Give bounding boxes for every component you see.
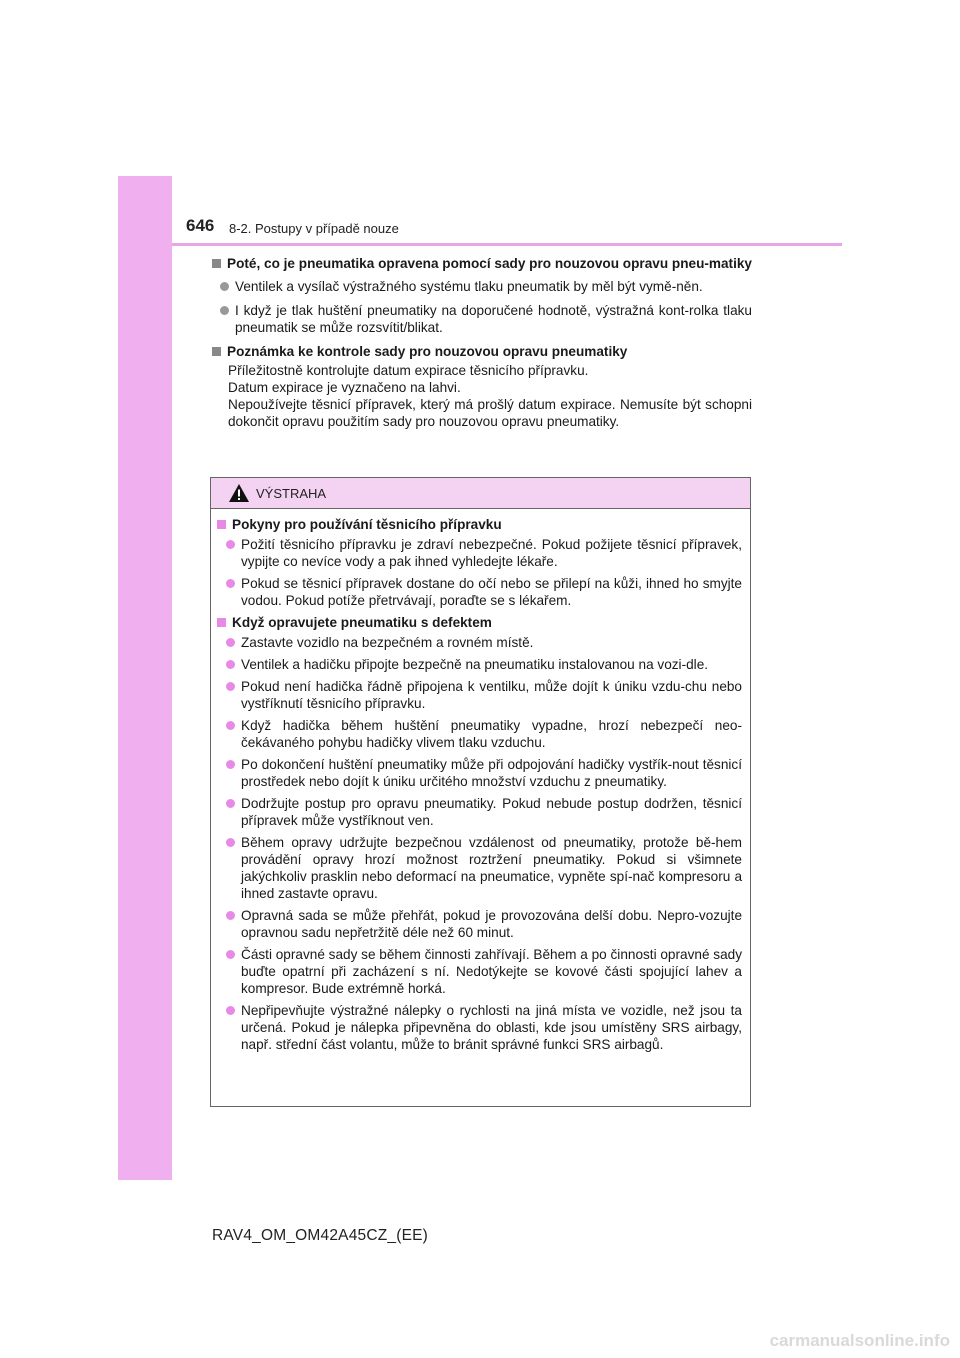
list-item-text: Části opravné sady se během činnosti zahřívají. Během a po činnosti opravné sady buďte opatrní při zacházení s ní. Nedotýkejte se kovové části spojující lahev a kompresor. Bude extrémně horká. [241, 947, 742, 996]
list-item [226, 946, 742, 997]
list-item-text: Požití těsnicího přípravku je zdraví nebezpečné. Pokud požijete těsnicí přípravek, vypijte co nevíce vody a pak ihned vyhledejte lékaře. [241, 537, 742, 569]
list-item-text: Po dokončení huštění pneumatiky může při odpojování hadičky vystřík-nout těsnicí prostředek nebo dojít k úniku určitého množství vzduchu z pneumatiky. [241, 757, 742, 789]
circle-bullet-icon [226, 838, 235, 847]
circle-bullet-icon [226, 638, 235, 647]
list-item [226, 834, 742, 902]
list-item-text: Pokud není hadička řádně připojena k ventilku, může dojít k úniku vzdu-chu nebo vystříknutí těsnicího přípravku. [241, 679, 742, 711]
list-item-text: Když hadička během huštění pneumatiky vypadne, hrozí nebezpečí neo-čekávaného pohybu hadičky vlivem tlaku vzduchu. [241, 718, 742, 750]
page-number: 646 [186, 216, 215, 235]
list-item-text: Opravná sada se může přehřát, pokud je provozována delší dobu. Nepro-vozujte opravnou sadu nepřetržitě déle než 60 minut. [241, 908, 742, 940]
list-item [226, 795, 742, 829]
square-bullet-icon [217, 520, 226, 529]
sidebar-tab [118, 176, 172, 1180]
warning-section-heading [215, 614, 742, 631]
section-heading [210, 255, 752, 272]
circle-bullet-icon [226, 1006, 235, 1015]
list-item-text: Ventilek a vysílač výstražného systému tlaku pneumatik by měl být vymě-něn. [235, 279, 703, 294]
list-item-text: Pokud se těsnicí přípravek dostane do očí nebo se přilepí na kůži, ihned ho smyjte vodou. Pokud potíže přetrvávají, poraďte se s lékařem. [241, 576, 742, 608]
circle-bullet-icon [220, 282, 229, 291]
paragraph-line: Datum expirace je vyznačeno na lahvi. [228, 380, 461, 395]
paragraph-line: Nepoužívejte těsnicí přípravek, který má prošlý datum expirace. Nemusíte být schopni dokončit opravu použitím sady pro nouzovou opravu pneumatiky. [228, 397, 752, 429]
circle-bullet-icon [220, 306, 229, 315]
warning-header [211, 478, 750, 509]
circle-bullet-icon [226, 950, 235, 959]
circle-bullet-icon [226, 799, 235, 808]
circle-bullet-icon [226, 721, 235, 730]
list-item [220, 302, 752, 336]
list-item [226, 634, 742, 651]
list-item [226, 678, 742, 712]
circle-bullet-icon [226, 579, 235, 588]
warning-section-heading [215, 516, 742, 533]
header-rule [172, 243, 842, 246]
circle-bullet-icon [226, 760, 235, 769]
list-item-text: I když je tlak huštění pneumatiky na doporučené hodnotě, výstražná kont-rolka tlaku pneumatik se může rozsvítit/blikat. [235, 303, 752, 335]
section-title: 8-2. Postupy v případě nouze [229, 221, 399, 236]
list-item-text: Zastavte vozidlo na bezpečném a rovném místě. [241, 635, 534, 650]
list-item [226, 907, 742, 941]
main-content [210, 255, 752, 430]
paragraph-line: Příležitostně kontrolujte datum expirace těsnicího přípravku. [228, 363, 589, 378]
list-item [226, 1002, 742, 1053]
list-item-text: Nepřipevňujte výstražné nálepky o rychlosti na jiná místa ve vozidle, než jsou ta určená. Pokud je nálepka připevněna do oblasti, kde jsou umístěny SRS airbagy, např. střední část volantu, může to bránit správné funkci SRS airbagů. [241, 1003, 742, 1052]
list-item [226, 756, 742, 790]
circle-bullet-icon [226, 682, 235, 691]
warning-triangle-icon [228, 483, 250, 503]
heading-text: Pokyny pro používání těsnicího přípravku [232, 517, 502, 532]
paragraph [228, 362, 752, 430]
list-item [226, 717, 742, 751]
square-bullet-icon [212, 347, 221, 356]
circle-bullet-icon [226, 540, 235, 549]
list-item [226, 575, 742, 609]
list-item [226, 536, 742, 570]
document-code: RAV4_OM_OM42A45CZ_(EE) [212, 1227, 429, 1244]
list-item-text: Ventilek a hadičku připojte bezpečně na pneumatiku instalovanou na vozi-dle. [241, 657, 709, 672]
warning-title: VÝSTRAHA [256, 486, 327, 501]
heading-text: Když opravujete pneumatiku s defektem [232, 615, 492, 630]
square-bullet-icon [217, 618, 226, 627]
section-heading [210, 343, 752, 360]
list-item-text: Během opravy udržujte bezpečnou vzdálenost od pneumatiky, protože bě-hem provádění opravy hrozí možnost roztržení pneumatiky. Pokud si všimnete jakýchkoliv prasklin nebo deformací na pneumatice, vypněte spí-nač kompresoru a ihned zastavte opravu. [241, 835, 742, 901]
circle-bullet-icon [226, 911, 235, 920]
list-item [226, 656, 742, 673]
watermark: carmanualsonline.info [769, 1331, 950, 1350]
heading-text: Poté, co je pneumatika opravena pomocí sady pro nouzovou opravu pneu-matiky [227, 256, 752, 271]
warning-body [211, 509, 750, 1053]
circle-bullet-icon [226, 660, 235, 669]
list-item-text: Dodržujte postup pro opravu pneumatiky. Pokud nebude postup dodržen, těsnicí přípravek může vystříknout ven. [241, 796, 742, 828]
warning-box [210, 477, 751, 1107]
list-item [220, 278, 752, 295]
square-bullet-icon [212, 259, 221, 268]
heading-text: Poznámka ke kontrole sady pro nouzovou opravu pneumatiky [227, 344, 628, 359]
